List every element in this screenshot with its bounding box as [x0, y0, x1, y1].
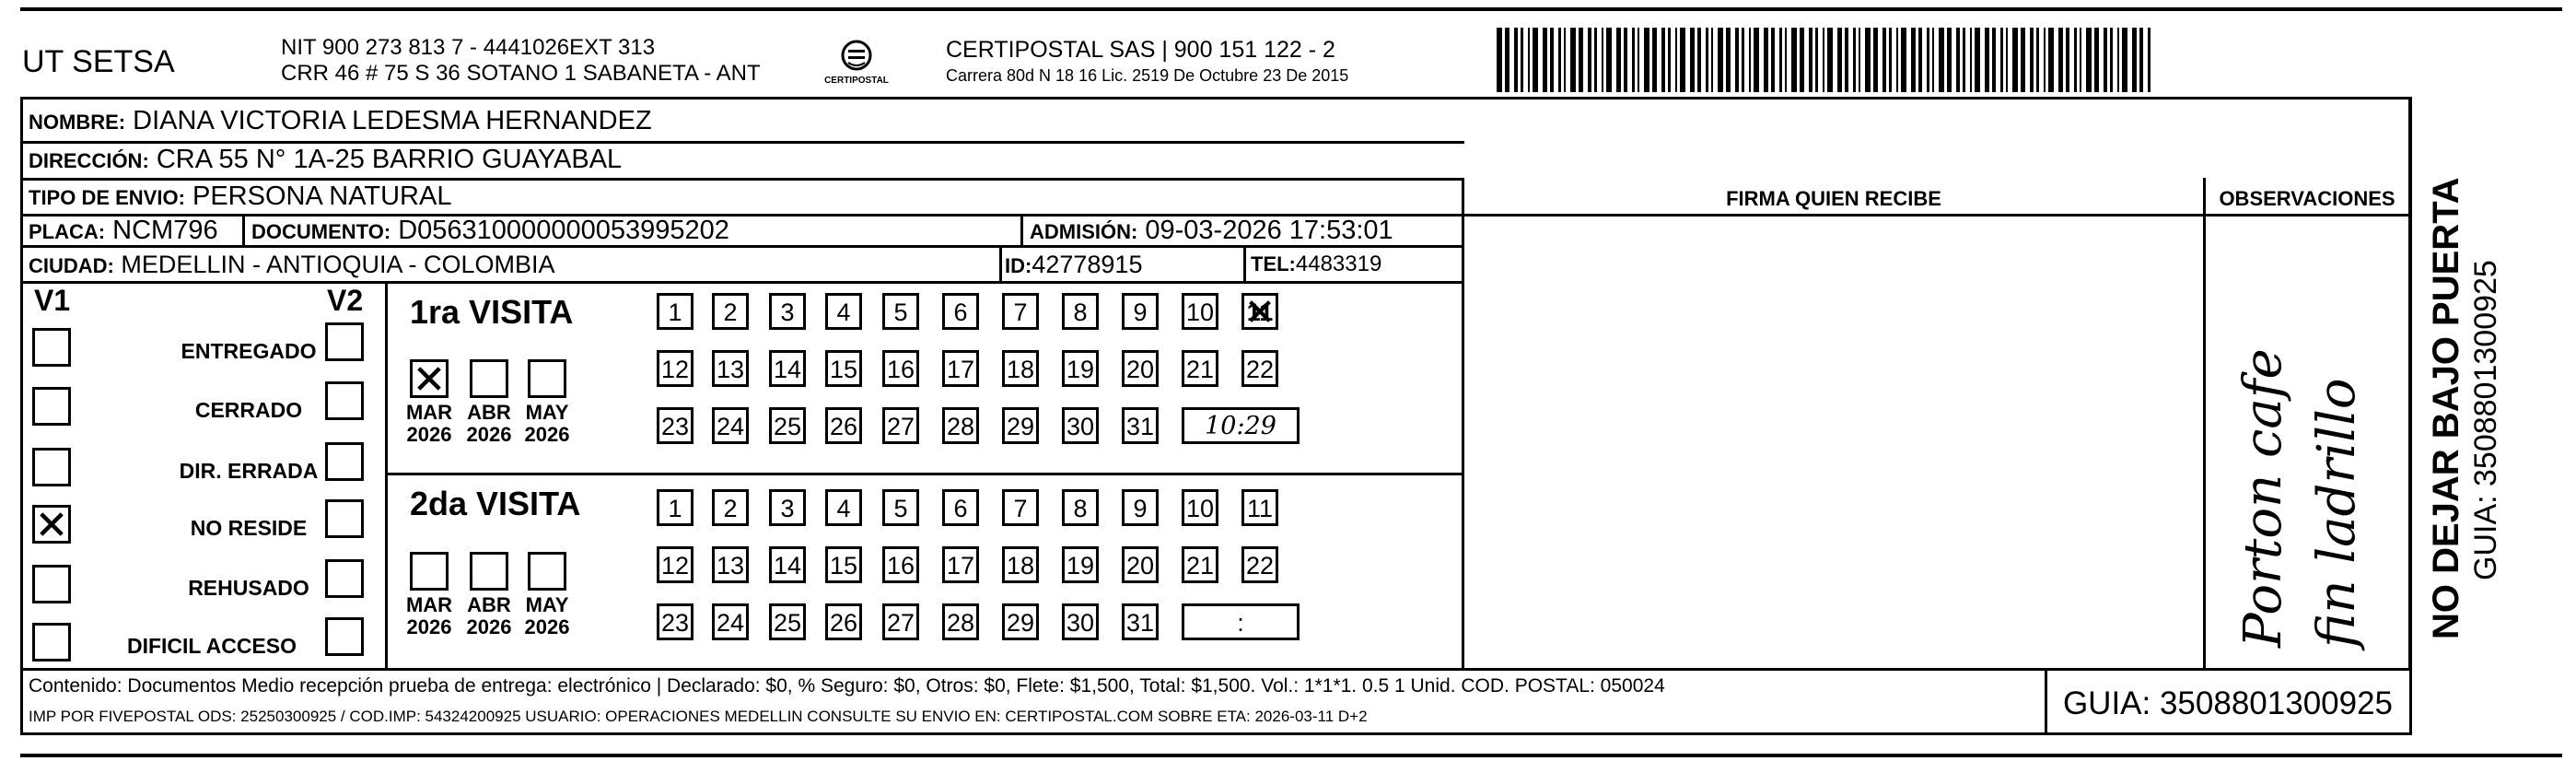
v1-checkbox[interactable] [32, 328, 71, 367]
documento-label: DOCUMENTO: [251, 220, 391, 243]
barcode-bar [1521, 28, 1523, 92]
day-box[interactable]: 12 [657, 546, 694, 583]
day-box[interactable]: 4 [825, 489, 862, 526]
barcode-bar [1992, 28, 1996, 92]
row-rule [23, 141, 1464, 144]
barcode-bar [1764, 28, 1768, 92]
firma-header: FIRMA QUIEN RECIBE [1726, 187, 1941, 210]
barcode-bar [1827, 28, 1833, 92]
tipo-value: PERSONA NATURAL [192, 181, 452, 211]
barcode-bar [1711, 28, 1713, 92]
nit-line: NIT 900 273 813 7 - 4441026EXT 313 [281, 35, 656, 60]
day-box[interactable]: 5 [882, 293, 919, 330]
day-box[interactable]: 21 [1182, 350, 1218, 387]
month-checkbox[interactable] [410, 359, 449, 398]
v2-checkbox[interactable] [325, 499, 364, 538]
tel-value: 4483319 [1295, 252, 1382, 276]
barcode-bar [1644, 28, 1649, 92]
day-box[interactable]: 8 [1062, 489, 1099, 526]
day-box[interactable]: 9 [1122, 489, 1159, 526]
time-box[interactable]: : [1182, 603, 1300, 640]
barcode [1497, 28, 2155, 92]
day-box[interactable]: 15 [825, 350, 862, 387]
day-box[interactable]: 22 [1241, 350, 1278, 387]
day-box[interactable]: 8 [1062, 293, 1099, 330]
day-box[interactable]: 14 [769, 546, 806, 583]
barcode-bar [1497, 28, 1502, 92]
v1-header: V1 [34, 284, 71, 317]
check-x-icon [416, 366, 442, 392]
barcode-bar [1602, 28, 1603, 92]
day-box[interactable]: 26 [825, 407, 862, 444]
day-box[interactable]: 27 [882, 407, 919, 444]
barcode-bar [1939, 28, 1944, 92]
barcode-bar [1889, 28, 1892, 92]
month-label: ABR [467, 401, 511, 424]
carrier-line: CERTIPOSTAL SAS | 900 151 122 - 2 [946, 37, 1335, 63]
logo-text: CERTIPOSTAL [824, 76, 889, 86]
barcode-bar [1690, 28, 1695, 92]
barcode-bar [1624, 28, 1627, 92]
visit2-title: 2da VISITA [410, 485, 581, 522]
barcode-bar [2044, 28, 2046, 92]
barcode-bar [2110, 28, 2113, 92]
barcode-bar [1947, 28, 1952, 92]
day-box[interactable]: 1 [657, 293, 694, 330]
barcode-bar [2012, 28, 2018, 92]
day-box[interactable]: 2 [712, 489, 749, 526]
day-box[interactable]: 9 [1122, 293, 1159, 330]
id-field [1005, 250, 1142, 281]
observaciones-header: OBSERVACIONES [2219, 187, 2395, 210]
day-box[interactable]: 20 [1122, 546, 1159, 583]
barcode-bar [2122, 28, 2127, 92]
day-box[interactable]: 13 [712, 350, 749, 387]
year-label: 2026 [524, 615, 570, 638]
status-label: ENTREGADO [181, 339, 317, 363]
no-dejar-bajo-puerta: NO DEJAR BAJO PUERTA [2426, 177, 2466, 639]
barcode-bar [1675, 28, 1677, 92]
day-box[interactable]: 1 [657, 489, 694, 526]
month-label: MAR [405, 401, 453, 424]
barcode-bar [2148, 28, 2151, 92]
day-box[interactable]: 31 [1122, 603, 1159, 640]
day-box[interactable]: 24 [712, 407, 749, 444]
id-value: 42778915 [1032, 251, 1143, 278]
barcode-bar [1785, 28, 1787, 92]
day-box[interactable]: 22 [1241, 546, 1278, 583]
barcode-bar [1809, 28, 1813, 92]
barcode-bar [1823, 28, 1824, 92]
placa-label: PLACA: [29, 220, 106, 243]
barcode-bar [1837, 28, 1842, 92]
col-rule [1243, 245, 1246, 282]
barcode-bar [1558, 28, 1561, 92]
day-box[interactable]: 10 [1182, 489, 1218, 526]
day-box[interactable]: 21 [1182, 546, 1218, 583]
barcode-bar [2000, 28, 2003, 92]
day-box[interactable]: 16 [882, 350, 919, 387]
col-rule [2203, 178, 2206, 669]
day-box[interactable]: 14 [769, 350, 806, 387]
day-box[interactable]: 7 [1002, 489, 1039, 526]
barcode-bar [2104, 28, 2107, 92]
barcode-bar [1865, 28, 1871, 92]
v1-checkbox[interactable] [32, 565, 71, 603]
barcode-bar [2066, 28, 2069, 92]
col-rule [999, 245, 1002, 282]
month-checkbox[interactable] [470, 552, 508, 591]
barcode-bar [1845, 28, 1848, 92]
col-rule [1020, 214, 1023, 246]
v2-checkbox[interactable] [325, 442, 364, 481]
day-box[interactable]: 25 [769, 407, 806, 444]
month-checkbox[interactable] [410, 552, 449, 591]
documento-value: D056310000000053995202 [398, 216, 729, 245]
day-box[interactable]: 7 [1002, 293, 1039, 330]
barcode-bar [1779, 28, 1782, 92]
v2-checkbox[interactable] [325, 559, 364, 598]
barcode-bar [1932, 28, 1934, 92]
barcode-bar [1754, 28, 1759, 92]
day-box[interactable]: 11 [1241, 293, 1278, 330]
direccion-value: CRA 55 N° 1A-25 BARRIO GUAYABAL [156, 145, 623, 174]
tipo-field [29, 181, 451, 213]
barcode-bar [1706, 28, 1708, 92]
barcode-bar [1588, 28, 1591, 92]
barcode-bar [2117, 28, 2119, 92]
day-box[interactable]: 11 [1241, 489, 1278, 526]
barcode-bar [1606, 28, 1612, 92]
visit1-title: 1ra VISITA [410, 293, 574, 331]
day-box[interactable]: 18 [1002, 546, 1039, 583]
barcode-icon [1497, 28, 2155, 92]
id-label: ID: [1005, 254, 1032, 277]
col-rule [242, 214, 245, 246]
ciudad-field [29, 250, 555, 281]
day-box[interactable]: 30 [1062, 407, 1099, 444]
barcode-bar [1697, 28, 1701, 92]
barcode-bar [1528, 28, 1530, 92]
visit-rule [385, 473, 1464, 475]
day-box[interactable]: 28 [942, 407, 979, 444]
barcode-bar [2021, 28, 2025, 92]
status-label: DIR. ERRADA [179, 459, 319, 483]
license-line: Carrera 80d N 18 16 Lic. 2519 De Octubre 23 De 2015 [946, 66, 1349, 85]
v2-checkbox[interactable] [325, 381, 364, 420]
month-checkbox[interactable] [528, 359, 566, 398]
month-label: MAY [525, 401, 569, 424]
barcode-bar [2030, 28, 2034, 92]
barcode-bar [1718, 28, 1723, 92]
check-x-icon [1248, 299, 1272, 323]
day-box[interactable]: 29 [1002, 407, 1039, 444]
row-rule [23, 281, 1464, 284]
status-label: DIFICIL ACCESO [126, 634, 297, 658]
tipo-label: TIPO DE ENVIO: [29, 186, 185, 209]
check-x-icon [39, 511, 64, 537]
day-box[interactable]: 12 [657, 350, 694, 387]
day-box[interactable]: 6 [942, 293, 979, 330]
col-rule [1462, 178, 1464, 669]
barcode-bar [1533, 28, 1538, 92]
status-label: CERRADO [194, 398, 303, 422]
day-box[interactable]: 25 [769, 603, 806, 640]
barcode-bar [1970, 28, 1972, 92]
year-label: 2026 [466, 615, 512, 638]
barcode-bar [1564, 28, 1566, 92]
v1-checkbox[interactable] [32, 448, 71, 486]
bottom-rule [20, 754, 2562, 757]
company-name: UT SETSA [22, 44, 175, 79]
day-box[interactable]: 6 [942, 489, 979, 526]
barcode-bar [1742, 28, 1744, 92]
day-box[interactable]: 15 [825, 546, 862, 583]
ciudad-label: CIUDAD: [29, 254, 114, 277]
delivery-form [20, 97, 2412, 735]
nombre-field [29, 106, 652, 137]
status-label: NO RESIDE [190, 516, 308, 540]
day-box[interactable]: 29 [1002, 603, 1039, 640]
tel-field [1251, 250, 1381, 279]
day-box[interactable]: 23 [657, 603, 694, 640]
barcode-bar [1873, 28, 1878, 92]
year-label: 2026 [406, 423, 452, 446]
day-box[interactable]: 20 [1122, 350, 1159, 387]
placa-value: NCM796 [112, 216, 218, 245]
guia-footer: GUIA: 3508801300925 [2062, 685, 2394, 721]
barcode-bar [1901, 28, 1906, 92]
admision-value: 09-03-2026 17:53:01 [1145, 216, 1393, 245]
barcode-bar [2006, 28, 2008, 92]
barcode-bar [2094, 28, 2099, 92]
barcode-bar [1911, 28, 1916, 92]
barcode-bar [1853, 28, 1856, 92]
v2-checkbox[interactable] [325, 617, 364, 656]
barcode-bar [1859, 28, 1860, 92]
barcode-bar [2074, 28, 2077, 92]
ciudad-value: MEDELLIN - ANTIOQUIA - COLOMBIA [121, 251, 555, 278]
day-box[interactable]: 24 [712, 603, 749, 640]
year-label: 2026 [406, 615, 452, 638]
barcode-bar [2058, 28, 2063, 92]
barcode-bar [1514, 28, 1518, 92]
placa-field [29, 216, 218, 247]
status-label: REHUSADO [188, 576, 309, 600]
day-box[interactable]: 5 [882, 489, 919, 526]
barcode-bar [1616, 28, 1621, 92]
tel-label: TEL: [1251, 252, 1296, 275]
admision-field [1030, 216, 1393, 247]
barcode-bar [1550, 28, 1554, 92]
barcode-bar [1882, 28, 1886, 92]
side-guia: GUIA: 3508801300925 [2468, 260, 2503, 580]
day-box[interactable]: 19 [1062, 546, 1099, 583]
barcode-bar [1963, 28, 1965, 92]
barcode-bar [1632, 28, 1635, 92]
day-box[interactable]: 4 [825, 293, 862, 330]
day-box[interactable]: 13 [712, 546, 749, 583]
year-label: 2026 [524, 423, 570, 446]
month-label: MAY [525, 593, 569, 616]
barcode-bar [1918, 28, 1922, 92]
barcode-bar [1956, 28, 1960, 92]
v2-header: V2 [327, 284, 364, 317]
barcode-bar [2132, 28, 2137, 92]
barcode-bar [2048, 28, 2054, 92]
address-line: CRR 46 # 75 S 36 SOTANO 1 SABANETA - ANT [281, 61, 761, 86]
barcode-bar [1543, 28, 1547, 92]
day-box[interactable]: 28 [942, 603, 979, 640]
documento-field [251, 216, 729, 247]
barcode-bar [2086, 28, 2092, 92]
month-label: MAR [405, 593, 453, 616]
top-rule [20, 7, 2562, 11]
barcode-bar [1680, 28, 1685, 92]
v1-checkbox[interactable] [32, 505, 71, 544]
barcode-bar [1749, 28, 1751, 92]
observaciones-handwriting-2: fin ladrillo [2307, 378, 2367, 648]
year-label: 2026 [466, 423, 512, 446]
day-box[interactable]: 30 [1062, 603, 1099, 640]
v1-checkbox[interactable] [32, 623, 71, 661]
v1-checkbox[interactable] [32, 387, 71, 426]
barcode-bar [1815, 28, 1818, 92]
barcode-bar [1896, 28, 1898, 92]
imp-line: IMP POR FIVEPOSTAL ODS: 25250300925 / COD.IMP: 54324200925 USUARIO: OPERACIONES MEDELLIN CONSULTE SU ENVIO EN: CERTIPOSTAL.COM SOBRE ETA: 2026-03-11 D+2 [29, 708, 1368, 725]
barcode-bar [1570, 28, 1576, 92]
admision-label: ADMISIÓN: [1030, 220, 1138, 243]
day-box[interactable]: 2 [712, 293, 749, 330]
day-box[interactable]: 3 [769, 293, 806, 330]
month-label: ABR [467, 593, 511, 616]
barcode-bar [1579, 28, 1583, 92]
time-box[interactable]: 10:29 [1182, 407, 1300, 444]
month-checkbox[interactable] [470, 359, 508, 398]
direccion-field [29, 145, 622, 176]
barcode-bar [1661, 28, 1665, 92]
barcode-bar [2036, 28, 2039, 92]
month-checkbox[interactable] [528, 552, 566, 591]
observaciones-handwriting-1: Porton cafe [2233, 348, 2293, 648]
day-box[interactable]: 27 [882, 603, 919, 640]
day-box[interactable]: 18 [1002, 350, 1039, 387]
barcode-bar [2080, 28, 2081, 92]
day-box[interactable]: 26 [825, 603, 862, 640]
row-rule [23, 668, 2410, 671]
barcode-bar [1668, 28, 1671, 92]
barcode-bar [2139, 28, 2143, 92]
row-rule [23, 178, 1464, 181]
col-rule [2408, 100, 2411, 669]
day-box[interactable]: 16 [882, 546, 919, 583]
day-box[interactable]: 3 [769, 489, 806, 526]
day-box[interactable]: 17 [942, 546, 979, 583]
barcode-bar [1594, 28, 1597, 92]
barcode-bar [1791, 28, 1797, 92]
day-box[interactable]: 31 [1122, 407, 1159, 444]
barcode-bar [1638, 28, 1639, 92]
contenido-line: Contenido: Documentos Medio recepción prueba de entrega: electrónico | Declarado: $0, % Seguro: $0, Otros: $0, Flete: $1,500, Total: $1,500. Vol.: 1*1*1. 0.5 1 Unid. COD. POSTAL: 050024 [29, 675, 1665, 697]
barcode-bar [1975, 28, 1980, 92]
barcode-bar [1505, 28, 1509, 92]
day-box[interactable]: 23 [657, 407, 694, 444]
direccion-label: DIRECCIÓN: [29, 149, 149, 172]
barcode-bar [1985, 28, 1989, 92]
day-box[interactable]: 17 [942, 350, 979, 387]
barcode-bar [1800, 28, 1804, 92]
v2-checkbox[interactable] [325, 322, 364, 361]
barcode-bar [1652, 28, 1657, 92]
barcode-bar [1927, 28, 1929, 92]
nombre-value: DIANA VICTORIA LEDESMA HERNANDEZ [133, 106, 652, 135]
day-box[interactable]: 19 [1062, 350, 1099, 387]
barcode-bar [1771, 28, 1775, 92]
certipostal-logo [815, 37, 898, 94]
nombre-label: NOMBRE: [29, 111, 126, 134]
col-rule [385, 281, 388, 669]
barcode-bar [1735, 28, 1739, 92]
day-box[interactable]: 10 [1182, 293, 1218, 330]
barcode-bar [1726, 28, 1731, 92]
